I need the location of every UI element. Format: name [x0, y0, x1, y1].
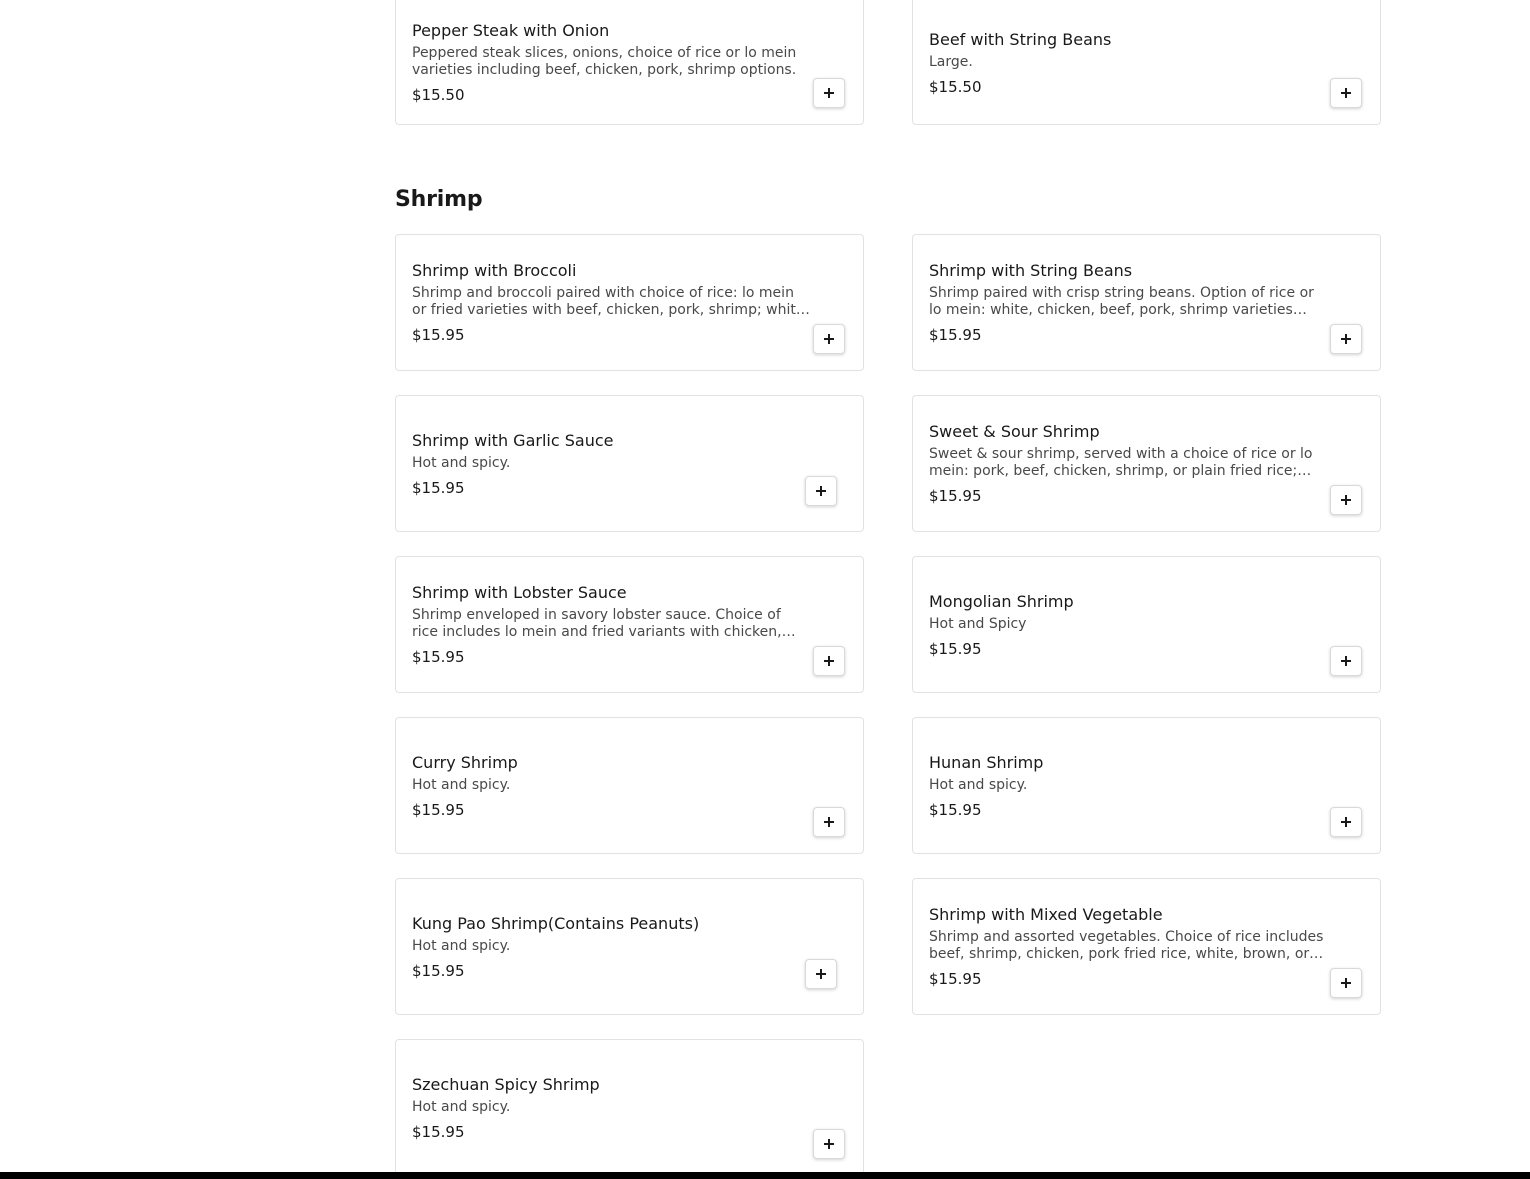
menu-item-card[interactable]: [395, 556, 864, 693]
plus-icon: [816, 486, 826, 496]
item-description: Hot and spicy.: [929, 776, 1028, 793]
item-price: $15.50: [929, 77, 982, 96]
plus-icon: [824, 334, 834, 344]
item-name: Beef with String Beans: [929, 29, 1112, 49]
item-price: $15.95: [412, 648, 465, 666]
plus-icon: [824, 817, 834, 827]
plus-icon: [1341, 88, 1351, 98]
item-name: Shrimp with Broccoli: [412, 261, 577, 280]
item-description: Shrimp paired with crisp string beans. Option of rice or lo mein: white, chicken, beef, pork, shrimp varieties: [929, 285, 1314, 318]
add-to-cart-button[interactable]: [805, 476, 837, 506]
plus-icon: [1341, 334, 1351, 344]
menu-item-card[interactable]: [395, 717, 864, 854]
menu-item-card[interactable]: [912, 234, 1381, 371]
add-to-cart-button[interactable]: [1330, 485, 1362, 515]
plus-icon: [824, 1139, 834, 1149]
item-description: Hot and spicy.: [412, 776, 511, 793]
plus-icon: [1341, 817, 1351, 827]
item-name: Shrimp with String Beans: [929, 261, 1133, 280]
item-price: $15.95: [412, 1122, 465, 1141]
item-description: Large.: [929, 53, 973, 70]
item-price: $15.95: [929, 970, 982, 988]
add-to-cart-button[interactable]: [805, 959, 837, 989]
item-description: Hot and spicy.: [412, 1098, 511, 1115]
menu-item-card[interactable]: [395, 395, 864, 532]
item-description: Hot and spicy.: [412, 454, 511, 471]
menu-item-card[interactable]: [395, 0, 864, 125]
item-description: Hot and Spicy: [929, 615, 1027, 632]
menu-item-card[interactable]: [912, 717, 1381, 854]
menu-item-card[interactable]: [912, 556, 1381, 693]
item-description: Peppered steak slices, onions, choice of rice or lo mein varieties including beef, chicken, pork, shrimp options.: [412, 45, 797, 78]
item-description: Sweet & sour shrimp, served with a choice of rice or lo mein: pork, beef, chicken, shrimp, or plain fried rice;: [929, 446, 1313, 479]
item-price: $15.95: [929, 326, 982, 344]
item-name: Shrimp with Garlic Sauce: [412, 430, 614, 450]
section-title: Shrimp: [395, 187, 483, 212]
add-to-cart-button[interactable]: [813, 646, 845, 676]
item-price: $15.95: [929, 487, 982, 505]
add-to-cart-button[interactable]: [813, 324, 845, 354]
item-name: Hunan Shrimp: [929, 752, 1044, 772]
add-to-cart-button[interactable]: [1330, 78, 1362, 108]
menu-item-card[interactable]: [912, 395, 1381, 532]
menu-item-card[interactable]: [912, 878, 1381, 1015]
item-description: Shrimp and broccoli paired with choice of rice: lo mein or fried varieties with beef, chicken, pork, shrimp; white: [412, 285, 805, 318]
plus-icon: [1341, 978, 1351, 988]
item-price: $15.95: [412, 326, 465, 344]
item-name: Shrimp with Lobster Sauce: [412, 583, 627, 602]
add-to-cart-button[interactable]: [1330, 646, 1362, 676]
plus-icon: [1341, 656, 1351, 666]
menu-item-card[interactable]: [395, 878, 864, 1015]
add-to-cart-button[interactable]: [813, 78, 845, 108]
add-to-cart-button[interactable]: [1330, 807, 1362, 837]
add-to-cart-button[interactable]: [813, 807, 845, 837]
item-name: Szechuan Spicy Shrimp: [412, 1074, 600, 1094]
bottom-bar: [0, 1172, 1530, 1179]
add-to-cart-button[interactable]: [813, 1129, 845, 1159]
plus-icon: [816, 969, 826, 979]
item-price: $15.95: [929, 639, 982, 658]
item-name: Curry Shrimp: [412, 752, 518, 772]
item-name: Shrimp with Mixed Vegetable: [929, 905, 1163, 924]
item-price: $15.95: [412, 961, 465, 980]
item-name: Kung Pao Shrimp(Contains Peanuts): [412, 913, 700, 933]
item-price: $15.95: [929, 800, 982, 819]
item-description: Shrimp and assorted vegetables. Choice of rice includes beef, shrimp, chicken, pork fried rice, white, brown, or: [929, 929, 1324, 962]
plus-icon: [824, 656, 834, 666]
plus-icon: [1341, 495, 1351, 505]
menu-item-card[interactable]: [912, 0, 1381, 125]
menu-item-card[interactable]: [395, 234, 864, 371]
item-price: $15.95: [412, 478, 465, 497]
item-price: $15.95: [412, 800, 465, 819]
menu-item-card[interactable]: [395, 1039, 864, 1176]
add-to-cart-button[interactable]: [1330, 968, 1362, 998]
item-name: Mongolian Shrimp: [929, 591, 1074, 611]
item-name: Pepper Steak with Onion: [412, 21, 610, 40]
item-description: Shrimp enveloped in savory lobster sauce. Choice of rice includes lo mein and fried variants with chicken,: [412, 607, 782, 640]
item-name: Sweet & Sour Shrimp: [929, 422, 1100, 441]
add-to-cart-button[interactable]: [1330, 324, 1362, 354]
item-description: Hot and spicy.: [412, 937, 511, 954]
plus-icon: [824, 88, 834, 98]
item-price: $15.50: [412, 86, 465, 104]
